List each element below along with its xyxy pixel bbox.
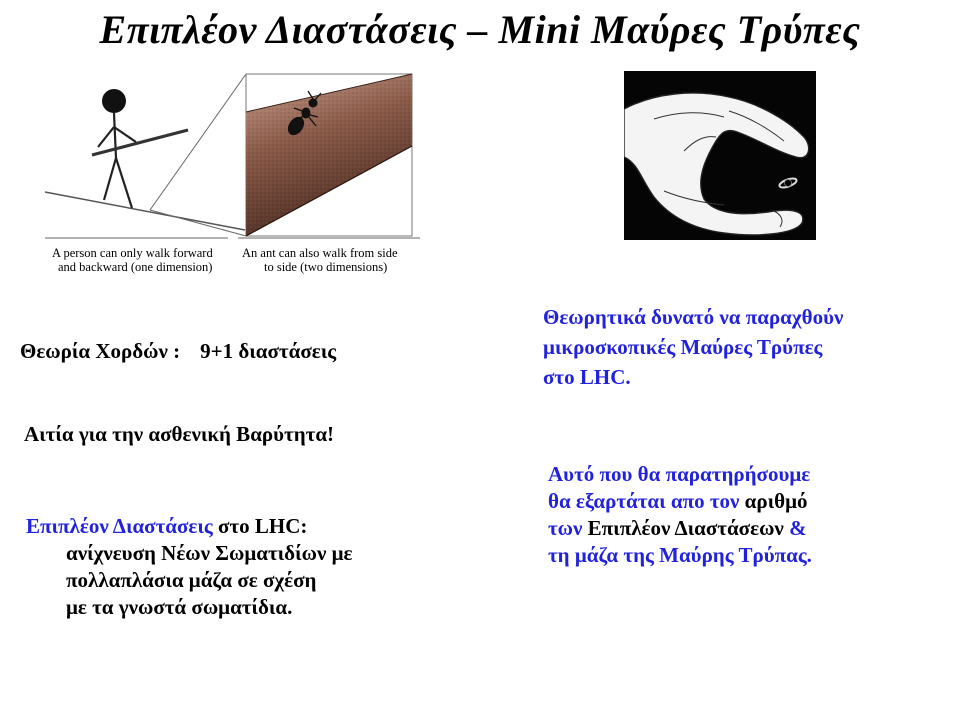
- observation-block: Αυτό που θα παρατηρήσουμε θα εξαρτάται απο τον αριθμό των Επιπλέον Διαστάσεων & τη μάζα της Μαύρης Τρύπας.: [548, 462, 812, 567]
- stick-figure: [92, 89, 188, 208]
- tightrope: [45, 192, 245, 230]
- slide-title: Επιπλέον Διαστάσεις – Mini Μαύρες Τρύπες: [99, 7, 861, 52]
- dimensions-illustration: [40, 72, 425, 242]
- lhc-extra-dimensions-block: Επιπλέον Διαστάσεις στο LHC: ανίχνευση Νέων Σωματιδίων με πολλαπλάσια μάζα σε σχέση με τα γνωστά σωματίδια.: [26, 514, 353, 619]
- theory-black-holes-block: Θεωρητικά δυνατό να παραχθούν μικροσκοπικές Μαύρες Τρύπες στο LHC.: [543, 305, 844, 389]
- string-theory-line: Θεωρία Χορδών : 9+1 διαστάσεις: [20, 339, 337, 363]
- caption-ant: An ant can also walk from side to side (two dimensions): [242, 246, 398, 274]
- caption-person: A person can only walk forward and backward (one dimension): [52, 246, 213, 274]
- weak-gravity-line: Αιτία για την ασθενική Βαρύτητα!: [24, 422, 335, 446]
- hand-black-hole-illustration: [624, 71, 816, 240]
